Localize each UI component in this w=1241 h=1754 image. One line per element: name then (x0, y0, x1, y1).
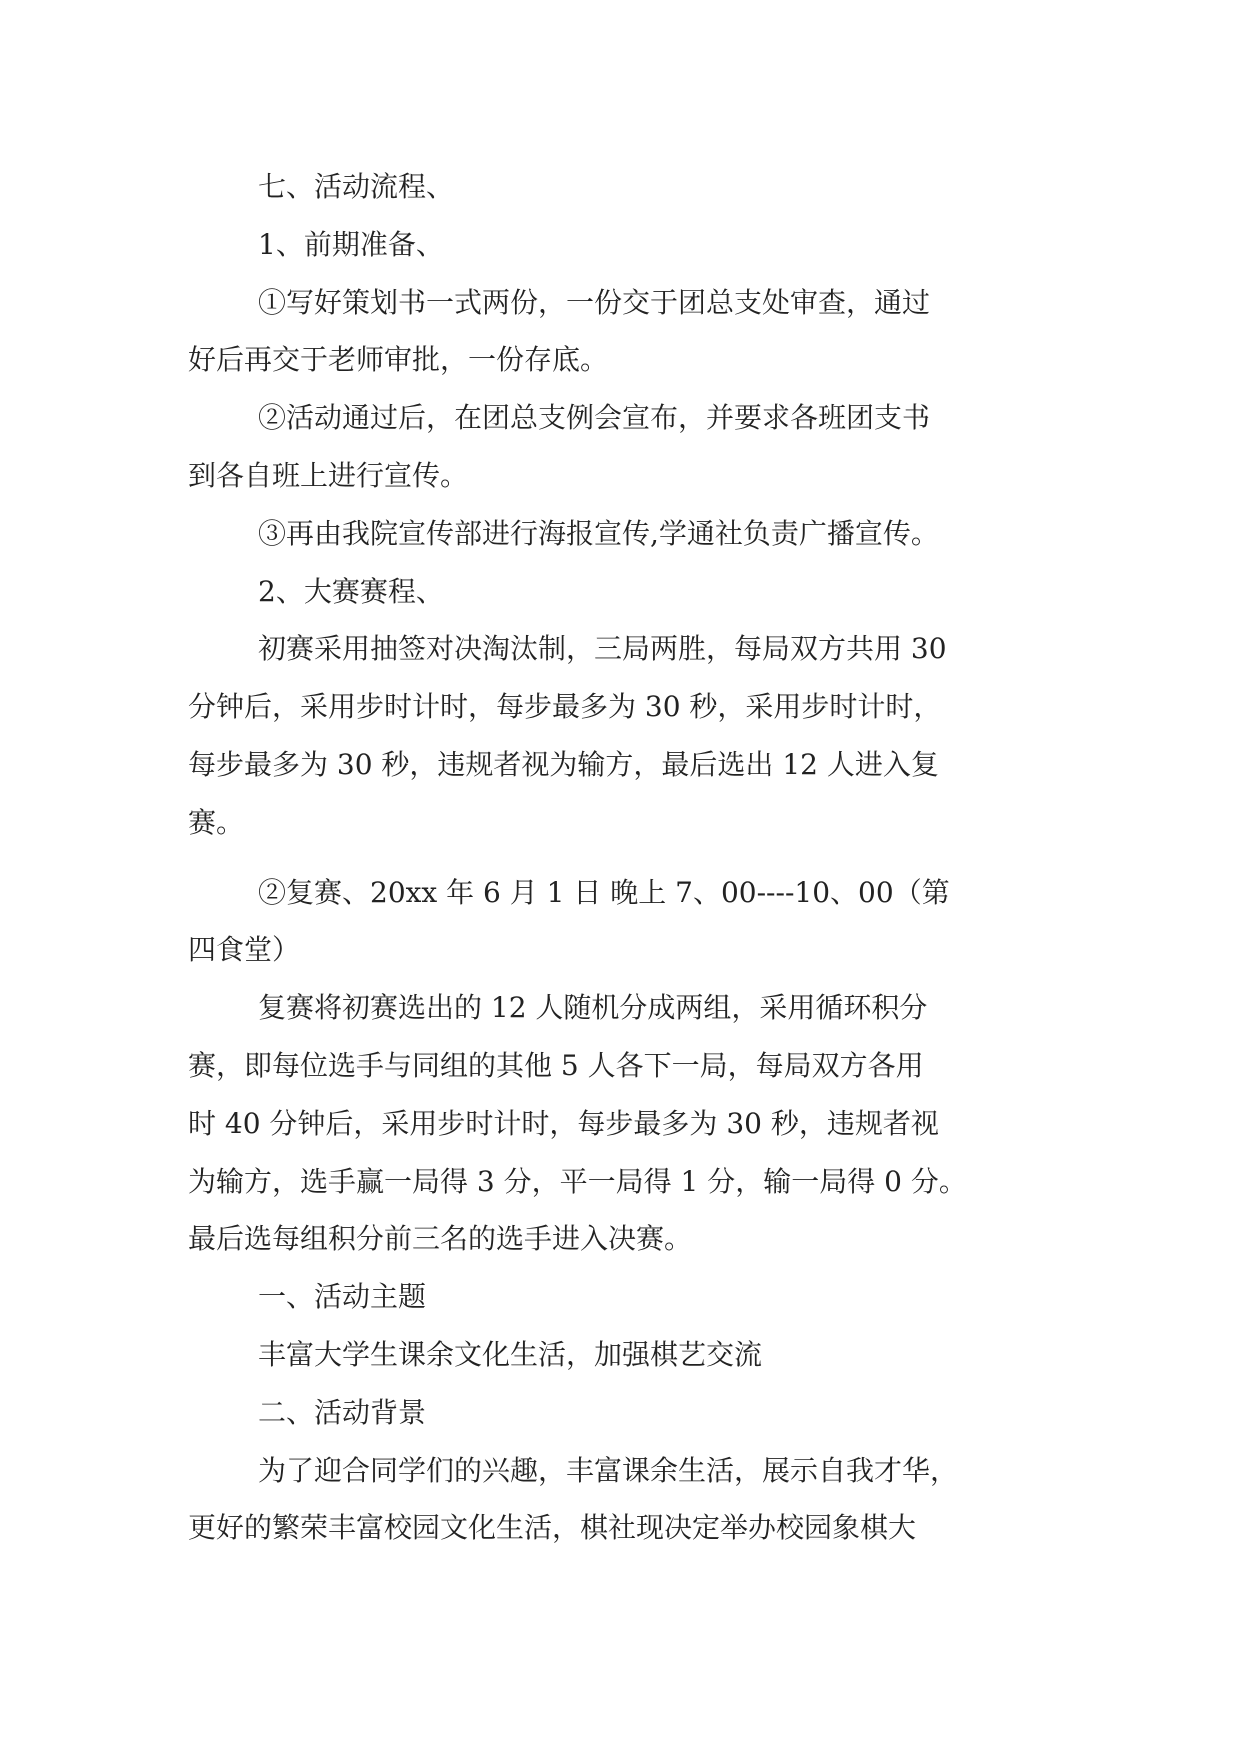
paragraph-line: 到各自班上进行宣传。 (188, 458, 469, 492)
paragraph-line: ①写好策划书一式两份，一份交于团总支处审查，通过 (258, 285, 931, 319)
paragraph-line: 丰富大学生课余文化生活，加强棋艺交流 (258, 1337, 763, 1371)
paragraph-line: 为输方，选手赢一局得 3 分，平一局得 1 分，输一局得 0 分。 (188, 1164, 967, 1198)
paragraph-line: 时 40 分钟后，采用步时计时，每步最多为 30 秒，违规者视 (188, 1106, 939, 1140)
paragraph-line: 每步最多为 30 秒，违规者视为输方，最后选出 12 人进入复 (188, 747, 939, 781)
paragraph-line: 赛，即每位选手与同组的其他 5 人各下一局，每局双方各用 (188, 1048, 924, 1082)
paragraph-line: 四食堂） (188, 933, 301, 967)
paragraph-line: 赛。 (188, 805, 245, 839)
document-body (188, 158, 1058, 1557)
paragraph-line: 复赛将初赛选出的 12 人随机分成两组，采用循环积分 (258, 991, 928, 1025)
paragraph-line: 分钟后，采用步时计时，每步最多为 30 秒，采用步时计时， (188, 690, 942, 724)
subheading-schedule: 2、大赛赛程、 (258, 574, 444, 608)
paragraph-line: 初赛采用抽签对决淘汰制，三局两胜，每局双方共用 30 (258, 632, 947, 666)
paragraph-line: 最后选每组积分前三名的选手进入决赛。 (188, 1222, 693, 1256)
paragraph-spacer (188, 852, 1058, 864)
paragraph-line: ②复赛、20xx 年 6 月 1 日 晚上 7、00----10、00（第 (258, 875, 950, 909)
section-heading-theme: 一、活动主题 (258, 1280, 427, 1314)
section-heading-procedure: 七、活动流程、 (258, 170, 455, 203)
paragraph-line: ③再由我院宣传部进行海报宣传,学通社负责广播宣传。 (258, 516, 939, 550)
section-heading-background: 二、活动背景 (258, 1395, 427, 1429)
paragraph-line: 好后再交于老师审批，一份存底。 (188, 343, 609, 377)
paragraph-line: ②活动通过后，在团总支例会宣布，并要求各班团支书 (258, 401, 931, 435)
subheading-preparation: 1、前期准备、 (258, 227, 444, 261)
paragraph-line: 为了迎合同学们的兴趣，丰富课余生活，展示自我才华， (258, 1453, 959, 1487)
paragraph-line: 更好的繁荣丰富校园文化生活，棋社现决定举办校园象棋大 (188, 1511, 917, 1545)
